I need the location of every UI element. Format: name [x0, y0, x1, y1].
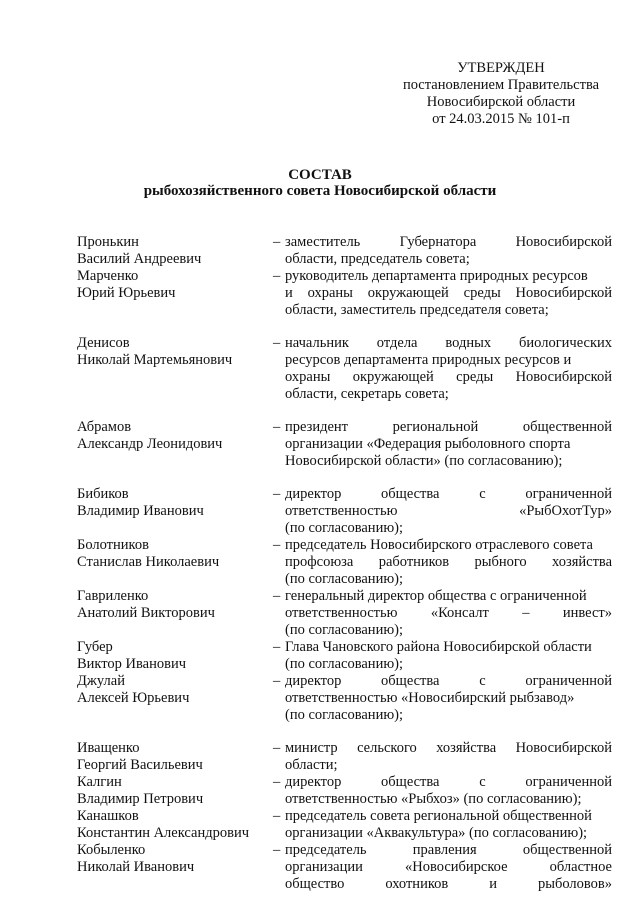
role-line: (по согласованию);	[285, 571, 404, 587]
row-gap	[77, 319, 612, 335]
member-row	[77, 234, 612, 268]
document-subtitle: рыбохозяйственного совета Новосибирской области	[143, 183, 497, 199]
role-word: ограниченной	[525, 673, 612, 689]
member-role	[285, 419, 612, 470]
member-name	[77, 486, 273, 537]
role-word: ответственностью	[285, 605, 398, 621]
role-word: сельского	[357, 740, 417, 756]
member-role	[285, 486, 612, 537]
member-given-names: Николай Мартемьянович	[77, 352, 233, 368]
role-word: начальник	[285, 335, 349, 351]
approval-line: от 24.03.2015 № 101-п	[432, 111, 570, 127]
role-line: (по согласованию);	[285, 707, 404, 723]
dash-separator: –	[273, 588, 281, 604]
role-word: работников	[378, 554, 450, 570]
role-word: министр	[285, 740, 338, 756]
member-given-names: Владимир Петрович	[77, 791, 204, 807]
dash-separator: –	[273, 740, 281, 756]
member-role	[285, 268, 612, 319]
role-word: с	[479, 486, 486, 502]
role-line	[285, 740, 612, 757]
role-line: организации «Федерация рыболовного спорта	[285, 436, 571, 452]
role-word: директор	[285, 774, 342, 790]
member-surname: Джулай	[77, 673, 125, 689]
member-name	[77, 335, 273, 403]
row-gap	[77, 470, 612, 486]
role-line: ответственностью «Рыбхоз» (по согласованию);	[285, 791, 582, 807]
member-row	[77, 842, 612, 893]
role-word: общественной	[522, 419, 612, 435]
role-line	[285, 503, 612, 520]
role-word: Новосибирской	[515, 285, 612, 301]
member-role	[285, 335, 612, 403]
member-name	[77, 842, 273, 893]
role-line: председатель Новосибирского отраслевого совета	[285, 537, 593, 553]
role-line: (по согласованию);	[285, 622, 404, 638]
role-word: Губернатора	[399, 234, 477, 250]
member-role	[285, 673, 612, 724]
member-name	[77, 673, 273, 724]
dash-separator: –	[273, 774, 281, 790]
role-line	[285, 335, 612, 352]
member-given-names: Станислав Николаевич	[77, 554, 220, 570]
role-line: ответственностью «Новосибирский рыбзавод»	[285, 690, 575, 706]
role-word: с	[479, 774, 486, 790]
role-line: организации «Аквакультура» (по согласованию);	[285, 825, 588, 841]
role-word: рыбного	[474, 554, 527, 570]
role-line: генеральный директор общества с ограниченной	[285, 588, 587, 604]
role-word: организации	[285, 859, 363, 875]
member-role	[285, 537, 612, 588]
role-line	[285, 842, 612, 859]
member-role	[285, 808, 612, 842]
role-word: правления	[412, 842, 477, 858]
dash-separator: –	[273, 419, 281, 435]
member-name	[77, 639, 273, 673]
document-title: СОСТАВ	[288, 167, 352, 183]
member-role	[285, 740, 612, 774]
dash-separator: –	[273, 537, 281, 553]
member-name	[77, 234, 273, 268]
role-word: «Консалт	[430, 605, 489, 621]
member-given-names: Юрий Юрьевич	[77, 285, 176, 301]
member-role	[285, 842, 612, 893]
approval-stamp	[390, 60, 612, 128]
member-row	[77, 808, 612, 842]
member-name	[77, 588, 273, 639]
role-line: (по согласованию);	[285, 656, 404, 672]
role-word: Новосибирской	[515, 234, 612, 250]
member-name	[77, 268, 273, 319]
role-word: отдела	[376, 335, 418, 351]
role-word: рыболовов»	[537, 876, 612, 892]
role-line: ресурсов департамента природных ресурсов и	[285, 352, 572, 368]
member-given-names: Георгий Васильевич	[77, 757, 203, 773]
approval-line: Новосибирской области	[426, 94, 576, 110]
role-word: областное	[549, 859, 612, 875]
role-word: среды	[456, 369, 494, 385]
member-given-names: Алексей Юрьевич	[77, 690, 190, 706]
role-line: руководитель департамента природных ресурсов	[285, 268, 588, 284]
role-line	[285, 774, 612, 791]
role-word: ответственностью	[285, 503, 398, 519]
row-gap	[77, 724, 612, 740]
member-row	[77, 335, 612, 403]
role-word: Новосибирской	[515, 740, 612, 756]
member-given-names: Виктор Иванович	[77, 656, 187, 672]
role-line	[285, 419, 612, 436]
dash-separator: –	[273, 673, 281, 689]
dash-separator: –	[273, 486, 281, 502]
member-surname: Канашков	[77, 808, 139, 824]
role-line	[285, 605, 612, 622]
member-name	[77, 419, 273, 470]
role-word: заместитель	[285, 234, 361, 250]
role-line: (по согласованию);	[285, 520, 404, 536]
member-surname: Губер	[77, 639, 113, 655]
role-word: среды	[463, 285, 501, 301]
member-name	[77, 740, 273, 774]
role-line: председатель совета региональной общественной	[285, 808, 592, 824]
member-name	[77, 537, 273, 588]
role-word: и	[489, 876, 497, 892]
member-given-names: Владимир Иванович	[77, 503, 204, 519]
role-word: директор	[285, 673, 342, 689]
role-word: ограниченной	[525, 774, 612, 790]
member-row	[77, 588, 612, 639]
role-word: региональной	[392, 419, 479, 435]
member-row	[77, 268, 612, 319]
role-line: Глава Чановского района Новосибирской области	[285, 639, 592, 655]
member-surname: Абрамов	[77, 419, 132, 435]
role-word: водных	[445, 335, 492, 351]
member-row	[77, 419, 612, 470]
role-word: ограниченной	[525, 486, 612, 502]
member-given-names: Константин Александрович	[77, 825, 249, 841]
member-row	[77, 673, 612, 724]
role-word: охраны	[307, 285, 353, 301]
dash-separator: –	[273, 268, 281, 284]
role-word: общества	[381, 673, 440, 689]
role-word: охотников	[385, 876, 449, 892]
role-word: инвест»	[562, 605, 612, 621]
role-line: области, председатель совета;	[285, 251, 470, 267]
role-line: области, заместитель председателя совета;	[285, 302, 549, 318]
member-surname: Болотников	[77, 537, 149, 553]
member-row	[77, 740, 612, 774]
member-given-names: Василий Андреевич	[77, 251, 202, 267]
member-given-names: Николай Иванович	[77, 859, 195, 875]
role-word: с	[479, 673, 486, 689]
role-word: Новосибирской	[515, 369, 612, 385]
dash-separator: –	[273, 639, 281, 655]
approval-line: постановлением Правительства	[402, 77, 600, 93]
role-word: –	[522, 605, 530, 621]
role-line	[285, 285, 612, 302]
member-given-names: Александр Леонидович	[77, 436, 223, 452]
role-word: биологических	[519, 335, 612, 351]
member-surname: Марченко	[77, 268, 139, 284]
role-line	[285, 859, 612, 876]
role-word: окружающей	[367, 285, 449, 301]
approval-line: УТВЕРЖДЕН	[457, 60, 545, 76]
member-row	[77, 639, 612, 673]
member-role	[285, 774, 612, 808]
member-name	[77, 808, 273, 842]
member-role	[285, 234, 612, 268]
member-role	[285, 639, 612, 673]
row-gap	[77, 403, 612, 419]
members-list	[77, 234, 612, 893]
dash-separator: –	[273, 234, 281, 250]
role-word: президент	[285, 419, 349, 435]
role-word: окружающей	[352, 369, 434, 385]
role-line: Новосибирской области» (по согласованию);	[285, 453, 563, 469]
role-word: общественной	[522, 842, 612, 858]
role-line	[285, 369, 612, 386]
member-surname: Калгин	[77, 774, 122, 790]
role-word: хозяйства	[552, 554, 612, 570]
role-line	[285, 486, 612, 503]
member-row	[77, 537, 612, 588]
role-line: области, секретарь совета;	[285, 386, 449, 402]
role-word: и	[285, 285, 293, 301]
member-surname: Пронькин	[77, 234, 139, 250]
role-line: области;	[285, 757, 338, 773]
member-surname: Иващенко	[77, 740, 140, 756]
member-name	[77, 774, 273, 808]
role-word: общества	[381, 486, 440, 502]
dash-separator: –	[273, 335, 281, 351]
member-surname: Бибиков	[77, 486, 129, 502]
role-line	[285, 673, 612, 690]
role-word: хозяйства	[436, 740, 497, 756]
member-row	[77, 774, 612, 808]
role-word: профсоюза	[285, 554, 354, 570]
dash-separator: –	[273, 842, 281, 858]
member-given-names: Анатолий Викторович	[77, 605, 215, 621]
member-role	[285, 588, 612, 639]
dash-separator: –	[273, 808, 281, 824]
role-word: «РыбОхотТур»	[519, 503, 612, 519]
role-word: председатель	[285, 842, 367, 858]
member-surname: Кобыленко	[77, 842, 146, 858]
member-surname: Гавриленко	[77, 588, 149, 604]
role-word: «Новосибирское	[404, 859, 508, 875]
member-surname: Денисов	[77, 335, 130, 351]
role-line	[285, 554, 612, 571]
role-word: директор	[285, 486, 342, 502]
role-word: общества	[381, 774, 440, 790]
member-row	[77, 486, 612, 537]
role-word: общество	[285, 876, 345, 892]
role-line	[285, 234, 612, 251]
role-line	[285, 876, 612, 893]
role-word: охраны	[285, 369, 331, 385]
